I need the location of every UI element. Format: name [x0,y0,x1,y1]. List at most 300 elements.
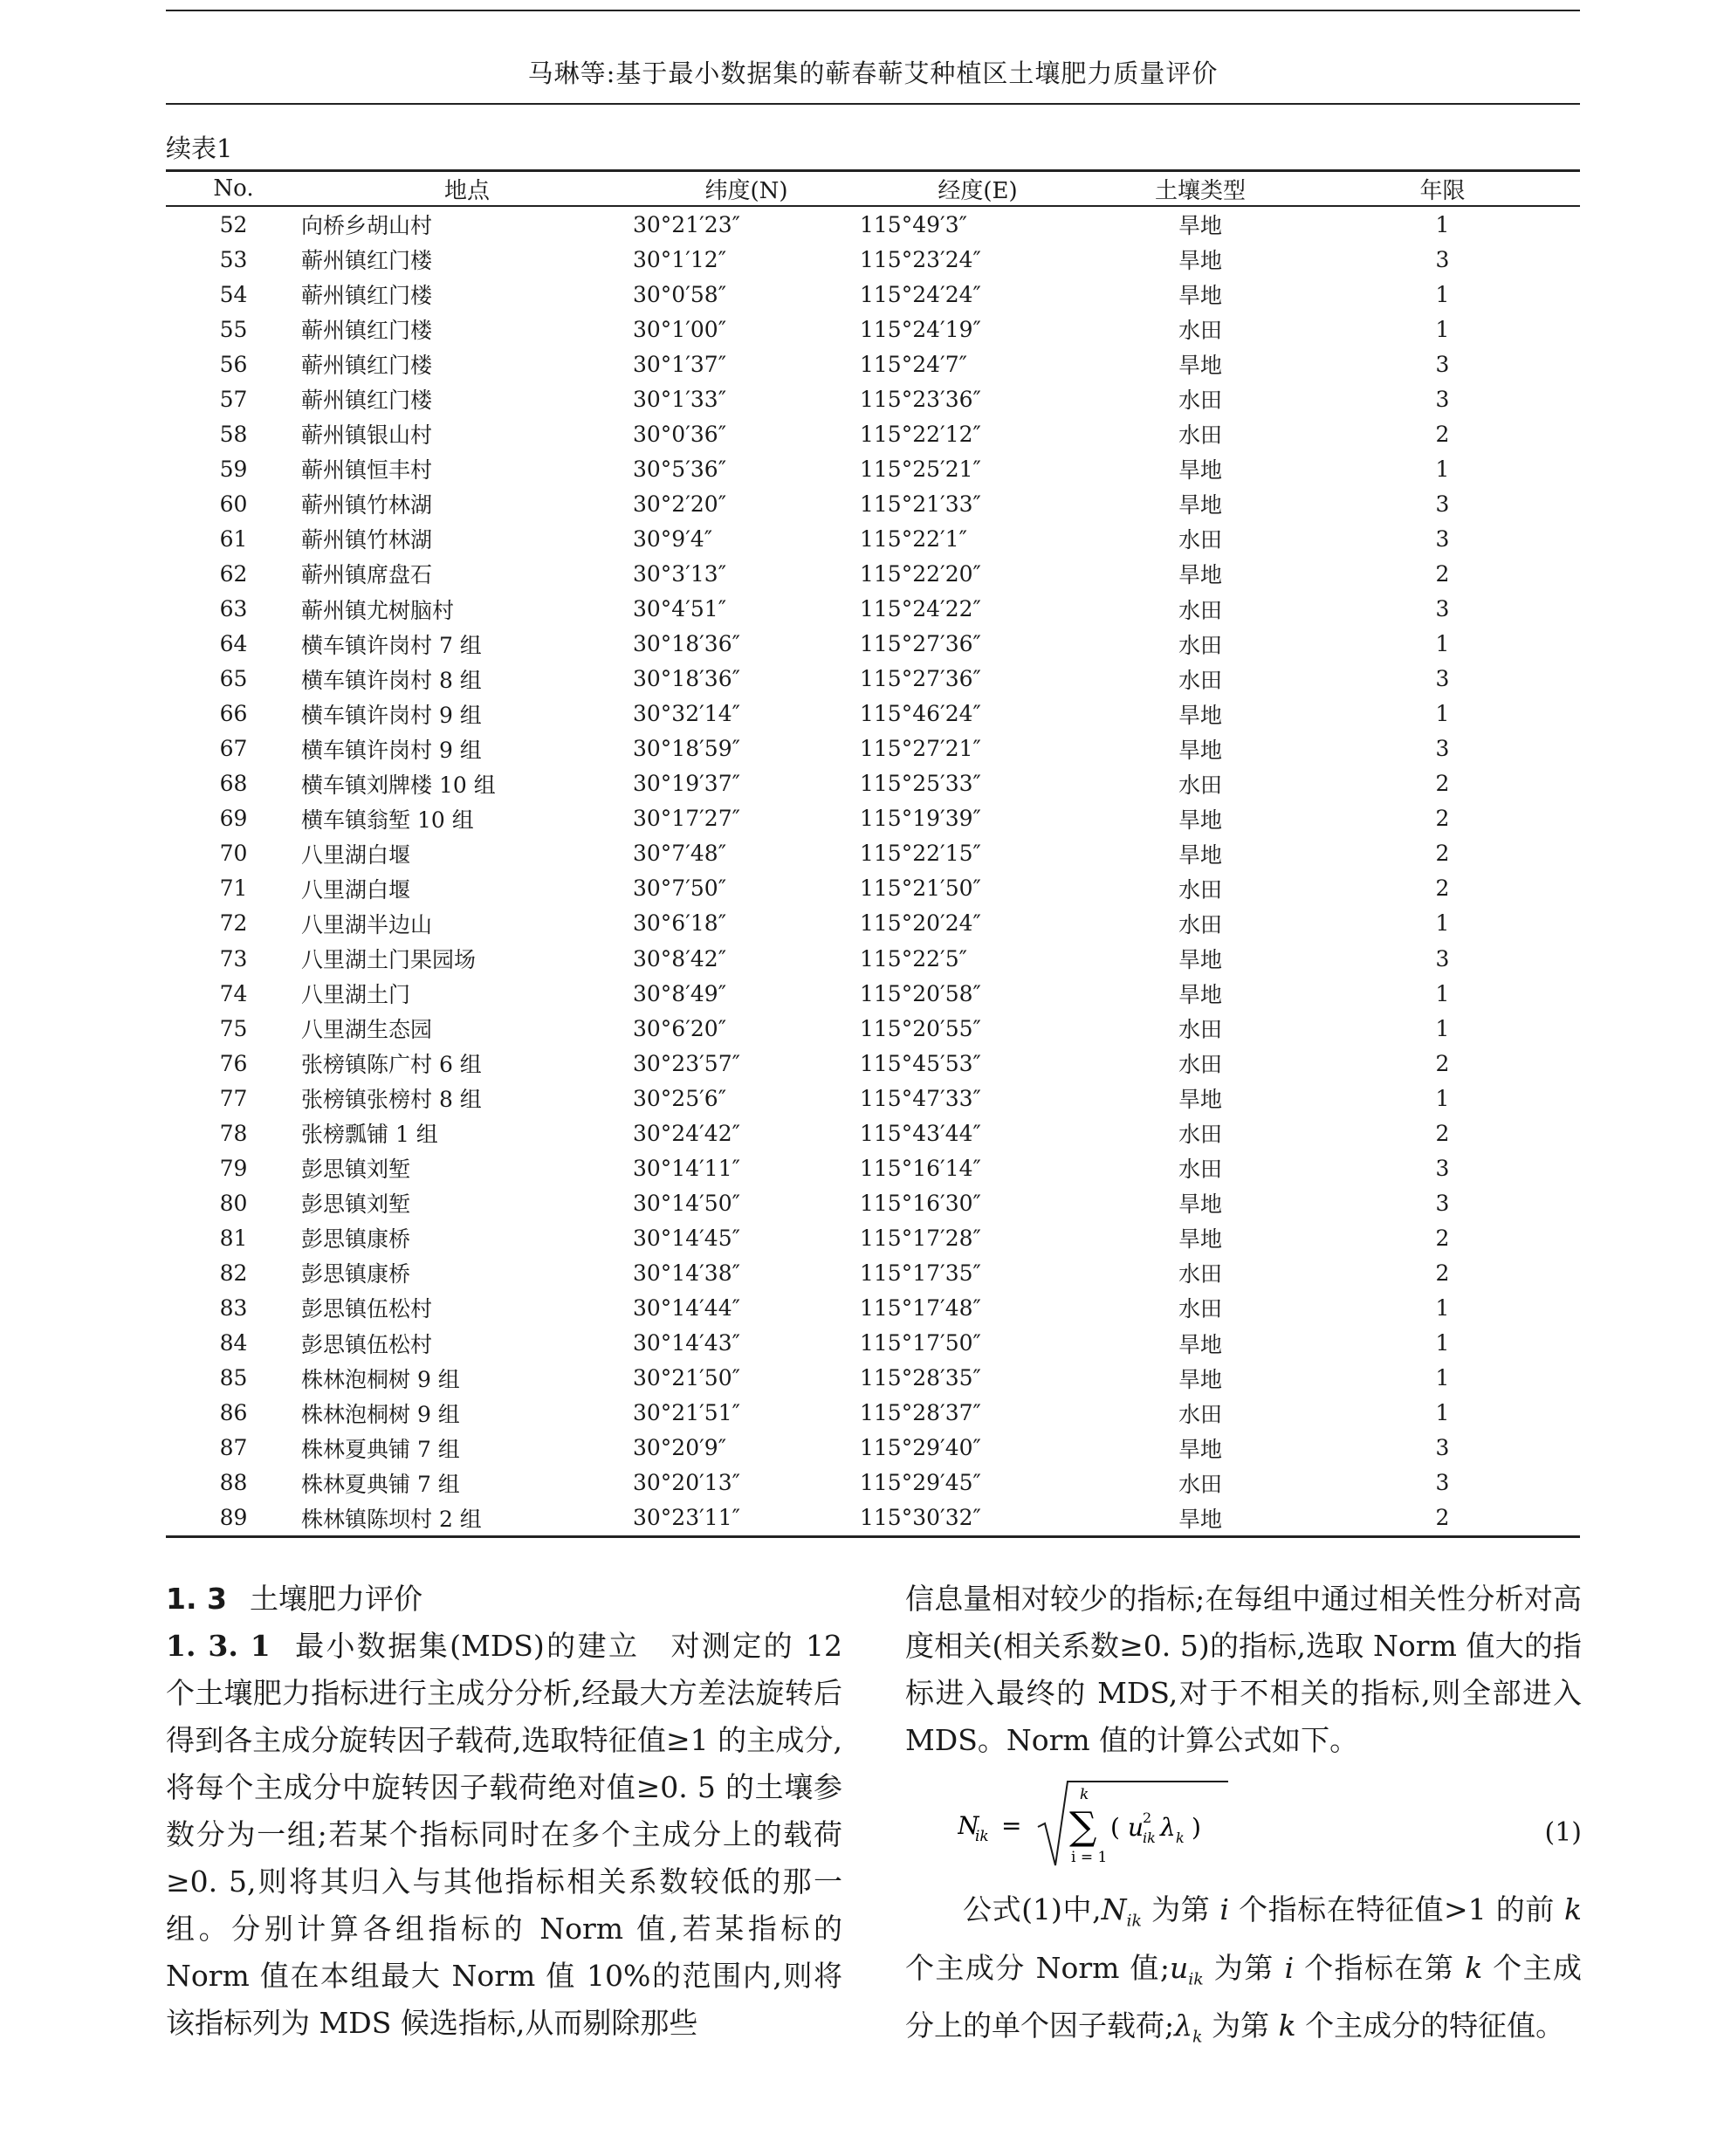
cell-latitude: 30°20′13″ [633,1470,740,1496]
table-row [166,1011,1580,1046]
svg-text:u: u [1128,1813,1144,1842]
col-header-years: 年限 [1305,171,1580,207]
cell-soil-type: 水田 [1178,1122,1222,1148]
cell-latitude: 30°21′50″ [633,1365,740,1391]
cell-soil-type: 旱地 [1178,807,1222,833]
cell-years: 1 [1435,1015,1450,1041]
cell-site: 彭思镇康桥 [301,1261,411,1287]
cell-latitude: 30°25′6″ [633,1085,727,1111]
cell-no: 64 [219,631,248,657]
table-row [166,556,1580,591]
cell-latitude: 30°2′20″ [633,491,727,517]
cell-longitude: 115°27′36″ [860,666,981,692]
col-header-soil-type: 土壤类型 [1096,171,1305,207]
col-header-site: 地点 [301,171,633,207]
table-row [166,381,1580,416]
cell-years: 3 [1435,1155,1450,1181]
cell-latitude: 30°9′4″ [633,525,713,552]
cell-longitude: 115°47′33″ [860,1085,981,1111]
cell-soil-type: 旱地 [1178,213,1222,239]
cell-latitude: 30°6′18″ [633,910,727,937]
cell-years: 3 [1435,596,1450,622]
cell-no: 67 [219,736,248,762]
cell-no: 68 [219,771,248,797]
table-row [166,1046,1580,1081]
cell-site: 张榜瓢铺 1 组 [301,1122,438,1148]
cell-latitude: 30°7′48″ [633,841,727,867]
table-row [166,836,1580,871]
cell-no: 57 [219,386,248,412]
cell-years: 1 [1435,1294,1450,1321]
cell-site: 横车镇刘牌楼 10 组 [301,772,496,798]
cell-site: 彭思镇康桥 [301,1226,411,1253]
section-heading [166,1576,842,1623]
cell-soil-type: 旱地 [1178,737,1222,763]
cell-longitude: 115°20′24″ [860,910,981,937]
cell-latitude: 30°4′51″ [633,596,727,622]
svg-text:λ: λ [1160,1813,1176,1842]
cell-soil-type: 旱地 [1178,1366,1222,1392]
cell-no: 85 [219,1365,248,1391]
table-body [166,206,1580,1536]
cell-latitude: 30°18′59″ [633,736,740,762]
cell-no: 59 [219,456,248,482]
cell-longitude: 115°17′35″ [860,1260,981,1286]
cell-longitude: 115°27′21″ [860,736,981,762]
cell-years: 3 [1435,386,1450,412]
cell-site: 彭思镇刘堑 [301,1157,411,1183]
cell-longitude: 115°22′5″ [860,945,967,972]
col-header-longitude: 经度(E) [860,171,1096,207]
cell-longitude: 115°28′37″ [860,1400,981,1426]
table-row [166,871,1580,906]
cell-no: 84 [219,1330,248,1356]
cell-no: 66 [219,701,248,727]
table-row [166,1500,1580,1537]
table-row [166,277,1580,312]
cell-site: 彭思镇刘堑 [301,1191,411,1218]
cell-years: 2 [1435,841,1450,867]
cell-years: 2 [1435,875,1450,902]
cell-soil-type: 旱地 [1178,248,1222,274]
cell-latitude: 30°14′11″ [633,1155,740,1181]
cell-latitude: 30°0′36″ [633,421,727,447]
cell-longitude: 115°24′24″ [860,281,981,307]
table-row [166,486,1580,521]
table-row [166,1220,1580,1255]
cell-no: 87 [219,1435,248,1461]
cell-soil-type: 旱地 [1178,982,1222,1008]
table-row [166,242,1580,277]
cell-longitude: 115°22′15″ [860,841,981,867]
col-header-latitude: 纬度(N) [633,171,860,207]
cell-site: 蕲州镇竹林湖 [301,492,433,518]
cell-no: 60 [219,491,248,517]
formula-explanation: 公式(1)中$,N_{ik}$ 为第 i 个指标在特征值>1 的前 k 个主成分 Norm 值$;u_{ik}$ 为第 i 个指标在第 k 个主成分上的单个因子载荷$;\lambda_k$ 为第 k 个主成分的特征值。 [905,1892,1583,2047]
cell-longitude: 115°21′50″ [860,875,981,902]
cell-latitude: 30°24′42″ [633,1120,740,1146]
cell-soil-type: 旱地 [1178,1331,1222,1357]
cell-latitude: 30°14′43″ [633,1330,740,1356]
cell-longitude: 115°46′24″ [860,701,981,727]
cell-longitude: 115°20′55″ [860,1015,981,1041]
svg-text:=: = [1001,1811,1022,1840]
left-column [166,1576,842,2047]
cell-longitude: 115°27′36″ [860,631,981,657]
cell-site: 蕲州镇竹林湖 [301,527,433,553]
table-row [166,347,1580,381]
svg-text:k: k [1176,1830,1185,1846]
table-row [166,941,1580,976]
cell-longitude: 115°19′39″ [860,806,981,832]
cell-longitude: 115°49′3″ [860,211,967,237]
table-row [166,1185,1580,1220]
cell-years: 1 [1435,631,1450,657]
cell-soil-type: 水田 [1178,876,1222,903]
cell-soil-type: 水田 [1178,597,1222,623]
formula-graphic [958,1775,1359,1879]
cell-no: 76 [219,1050,248,1076]
svg-text:∑: ∑ [1069,1804,1097,1849]
cell-soil-type: 旱地 [1096,1500,1305,1537]
cell-no: 65 [219,666,248,692]
cell-years: 3 [1435,945,1450,972]
cell-soil-type: 旱地 [1178,841,1222,868]
cell-site: 横车镇许岗村 7 组 [301,632,482,658]
cell-soil-type: 旱地 [1178,702,1222,728]
cell-latitude: 30°1′00″ [633,316,727,342]
header-rule [166,103,1580,105]
cell-latitude: 30°23′11″ [633,1500,860,1537]
cell-latitude: 30°7′50″ [633,875,727,902]
cell-years: 1 [1435,1365,1450,1391]
cell-longitude: 115°16′14″ [860,1155,981,1181]
cell-no: 77 [219,1085,248,1111]
cell-no: 75 [219,1015,248,1041]
cell-soil-type: 旱地 [1178,947,1222,972]
cell-latitude: 30°20′9″ [633,1435,727,1461]
cell-longitude: 115°29′45″ [860,1470,981,1496]
cell-years: 3 [1435,525,1450,552]
cell-site: 八里湖半边山 [301,911,433,937]
cell-no: 63 [219,596,248,622]
cell-no: 56 [219,351,248,377]
svg-text:(: ( [1110,1813,1120,1842]
cell-soil-type: 旱地 [1178,283,1222,309]
cell-longitude: 115°23′24″ [860,246,981,272]
cell-longitude: 115°29′40″ [860,1435,981,1461]
cell-soil-type: 水田 [1178,318,1222,344]
sampling-sites-table [166,169,1580,1538]
svg-text:): ) [1192,1813,1201,1842]
table-row [166,1326,1580,1361]
cell-no: 86 [219,1400,248,1426]
cell-latitude: 30°21′23″ [633,211,740,237]
cell-site: 株林夏典铺 7 组 [301,1471,460,1497]
cell-site: 张榜镇陈广村 6 组 [301,1052,482,1078]
cell-years: 1 [1435,281,1450,307]
cell-soil-type: 水田 [1178,1157,1222,1183]
cell-soil-type: 旱地 [1178,457,1222,484]
cell-years: 1 [1435,980,1450,1006]
table-row [166,521,1580,556]
table-row [166,1290,1580,1325]
cell-no: 79 [219,1155,248,1181]
cell-years: 1 [1435,1400,1450,1426]
cell-years: 2 [1435,560,1450,587]
svg-text:ik: ik [975,1828,989,1845]
table-row [166,662,1580,697]
svg-text:ik: ik [1143,1830,1156,1846]
section-title: 土壤肥力评价 [249,1582,422,1616]
cell-longitude: 115°43′44″ [860,1120,981,1146]
table-row [166,697,1580,731]
cell-years: 1 [1435,456,1450,482]
table-row [166,906,1580,941]
cell-no: 83 [219,1294,248,1321]
cell-no: 58 [219,421,248,447]
col-header-no: No. [166,171,301,207]
cell-site: 向桥乡胡山村 [301,213,433,239]
cell-no: 70 [219,841,248,867]
cell-site: 蕲州镇银山村 [301,422,433,449]
cell-longitude: 115°22′12″ [860,421,981,447]
table-row [166,731,1580,766]
cell-years: 2 [1435,1225,1450,1251]
table-continuation-label: 续表1 [166,134,233,163]
cell-site: 横车镇许岗村 8 组 [301,667,482,693]
cell-soil-type: 旱地 [1178,1436,1222,1462]
cell-years: 1 [1435,701,1450,727]
cell-years: 1 [1435,316,1450,342]
cell-latitude: 30°14′44″ [633,1294,740,1321]
cell-years: 1 [1435,211,1450,237]
cell-longitude: 115°30′32″ [860,1500,1096,1537]
cell-latitude: 30°23′57″ [633,1050,740,1076]
cell-latitude: 30°19′37″ [633,771,740,797]
cell-site: 八里湖土门果园场 [301,947,477,972]
subsection-number: 1. 3. 1 [166,1629,271,1663]
cell-years: 3 [1435,666,1450,692]
table-row [166,312,1580,347]
cell-no: 52 [219,211,248,237]
cell-longitude: 115°20′58″ [860,980,981,1006]
cell-latitude: 30°14′50″ [633,1190,740,1216]
cell-site: 株林泡桐树 9 组 [301,1366,460,1392]
cell-no: 72 [219,910,248,937]
cell-site: 八里湖白堰 [301,841,411,868]
right-column [905,1576,1582,2061]
cell-soil-type: 水田 [1178,527,1222,553]
table-row [166,1431,1580,1466]
cell-site: 八里湖土门 [301,982,411,1008]
table-row [166,801,1580,836]
table-header-row [166,171,1580,207]
cell-site: 株林镇陈坝村 2 组 [301,1500,633,1537]
cell-site: 横车镇许岗村 9 组 [301,737,482,763]
table-row [166,451,1580,486]
table-row [166,416,1580,451]
cell-latitude: 30°1′37″ [633,351,727,377]
cell-longitude: 115°24′22″ [860,596,981,622]
cell-site: 蕲州镇恒丰村 [301,457,433,484]
cell-soil-type: 水田 [1178,1017,1222,1043]
cell-site: 蕲州镇尤树脑村 [301,597,455,623]
cell-no: 74 [219,980,248,1006]
cell-soil-type: 水田 [1178,1296,1222,1322]
cell-soil-type: 旱地 [1178,1087,1222,1113]
cell-latitude: 30°8′42″ [633,945,727,972]
cell-latitude: 30°21′51″ [633,1400,740,1426]
cell-site: 株林泡桐树 9 组 [301,1401,460,1427]
cell-no: 71 [219,875,248,902]
cell-years: 1 [1435,910,1450,937]
cell-soil-type: 水田 [1178,1261,1222,1287]
cell-no: 88 [219,1470,248,1496]
cell-years: 3 [1435,491,1450,517]
equation-number: (1) [1544,1817,1582,1848]
cell-years: 1 [1435,1085,1450,1111]
cell-site: 蕲州镇红门楼 [301,353,433,379]
table-row [166,206,1580,242]
cell-no: 61 [219,525,248,552]
cell-site: 彭思镇伍松村 [301,1331,433,1357]
cell-longitude: 115°22′20″ [860,560,981,587]
svg-text:k: k [1080,1786,1089,1803]
cell-soil-type: 旱地 [1178,562,1222,588]
table-row [166,1150,1580,1185]
cell-longitude: 115°25′21″ [860,456,981,482]
cell-no: 89 [166,1500,301,1537]
cell-longitude: 115°17′28″ [860,1225,981,1251]
cell-soil-type: 旱地 [1178,1191,1222,1218]
cell-years: 2 [1435,1120,1450,1146]
cell-latitude: 30°5′36″ [633,456,727,482]
table-row [166,1466,1580,1500]
cell-latitude: 30°14′45″ [633,1225,740,1251]
cell-longitude: 115°25′33″ [860,771,981,797]
cell-soil-type: 水田 [1178,1052,1222,1078]
cell-no: 80 [219,1190,248,1216]
cell-site: 张榜镇张榜村 8 组 [301,1087,482,1113]
cell-soil-type: 旱地 [1178,492,1222,518]
cell-soil-type: 旱地 [1178,353,1222,379]
svg-text:i = 1: i = 1 [1071,1849,1108,1866]
cell-years: 3 [1435,246,1450,272]
table-row [166,1081,1580,1116]
cell-longitude: 115°22′1″ [860,525,967,552]
cell-latitude: 30°1′33″ [633,386,727,412]
cell-site: 横车镇翁堑 10 组 [301,807,474,833]
table-row [166,592,1580,627]
cell-latitude: 30°18′36″ [633,666,740,692]
cell-years: 2 [1435,806,1450,832]
cell-years: 2 [1435,421,1450,447]
cell-no: 69 [219,806,248,832]
cell-years: 2 [1305,1500,1580,1537]
cell-site: 八里湖白堰 [301,876,411,903]
cell-longitude: 115°23′36″ [860,386,981,412]
table-row [166,976,1580,1011]
cell-years: 1 [1435,1330,1450,1356]
cell-soil-type: 水田 [1178,422,1222,449]
cell-soil-type: 水田 [1178,1401,1222,1427]
table-row [166,766,1580,801]
cell-site: 蕲州镇红门楼 [301,318,433,344]
cell-no: 73 [219,945,248,972]
cell-years: 3 [1435,1470,1450,1496]
cell-longitude: 115°16′30″ [860,1190,981,1216]
norm-formula [905,1775,1582,1879]
cell-soil-type: 旱地 [1178,1226,1222,1253]
cell-soil-type: 水田 [1178,667,1222,693]
cell-years: 3 [1435,351,1450,377]
cell-site: 蕲州镇席盘石 [301,562,433,588]
svg-text:2: 2 [1143,1809,1152,1826]
cell-longitude: 115°45′53″ [860,1050,981,1076]
cell-no: 78 [219,1120,248,1146]
cell-no: 55 [219,316,248,342]
cell-soil-type: 水田 [1178,388,1222,414]
cell-no: 53 [219,246,248,272]
cell-years: 3 [1435,1435,1450,1461]
cell-longitude: 115°21′33″ [860,491,981,517]
cell-latitude: 30°8′49″ [633,980,727,1006]
cell-site: 蕲州镇红门楼 [301,248,433,274]
subsection-paragraph [166,1623,842,2047]
cell-site: 蕲州镇红门楼 [301,283,433,309]
right-paragraph: 信息量相对较少的指标;在每组中通过相关性分析对高度相关(相关系数≥0. 5)的指标,选取 Norm 值大的指标进入最终的 MDS,对于不相关的指标,则全部进入 MDS。Norm 值的计算公式如下。 [905,1582,1582,1757]
cell-longitude: 115°24′19″ [860,316,981,342]
cell-latitude: 30°18′36″ [633,631,740,657]
cell-site: 彭思镇伍松村 [301,1296,433,1322]
cell-site: 横车镇许岗村 9 组 [301,702,482,728]
cell-soil-type: 水田 [1178,632,1222,658]
cell-no: 82 [219,1260,248,1286]
cell-soil-type: 水田 [1178,911,1222,937]
cell-latitude: 30°14′38″ [633,1260,740,1286]
table-row [166,1396,1580,1431]
cell-years: 3 [1435,1190,1450,1216]
cell-site: 蕲州镇红门楼 [301,388,433,414]
running-title: 马琳等:基于最小数据集的蕲春蕲艾种植区土壤肥力质量评价 [527,58,1219,88]
cell-longitude: 115°28′35″ [860,1365,981,1391]
cell-years: 3 [1435,736,1450,762]
table-row [166,1255,1580,1290]
cell-longitude: 115°24′7″ [860,351,967,377]
cell-latitude: 30°0′58″ [633,281,727,307]
table-row [166,627,1580,662]
cell-years: 2 [1435,1260,1450,1286]
cell-latitude: 30°6′20″ [633,1015,727,1041]
cell-no: 62 [219,560,248,587]
table-row [166,1361,1580,1396]
cell-soil-type: 水田 [1178,772,1222,798]
cell-latitude: 30°32′14″ [633,701,740,727]
svg-text:N: N [958,1811,979,1840]
cell-soil-type: 水田 [1178,1471,1222,1497]
cell-longitude: 115°17′48″ [860,1294,981,1321]
cell-latitude: 30°17′27″ [633,806,740,832]
cell-years: 2 [1435,771,1450,797]
cell-latitude: 30°3′13″ [633,560,727,587]
cell-no: 81 [219,1225,248,1251]
cell-site: 株林夏典铺 7 组 [301,1436,460,1462]
cell-years: 2 [1435,1050,1450,1076]
section-number: 1. 3 [166,1582,227,1616]
cell-no: 54 [219,281,248,307]
left-paragraph: 对测定的 12 个土壤肥力指标进行主成分分析,经最大方差法旋转后得到各主成分旋转因子载荷,选取特征值≥1 的主成分,将每个主成分中旋转因子载荷绝对值≥0. 5 的土壤参数分为一组;若某个指标同时在多个主成分上的载荷≥0. 5,则将其归入与其他指标相关系数较低的那一组。分别计算各组指标的 Norm 值,若某指标的 Norm 值在本组最大 Norm 值 10%的范围内,则将该指标列为 MDS 候选指标,从而剔除那些 [166,1629,842,2040]
